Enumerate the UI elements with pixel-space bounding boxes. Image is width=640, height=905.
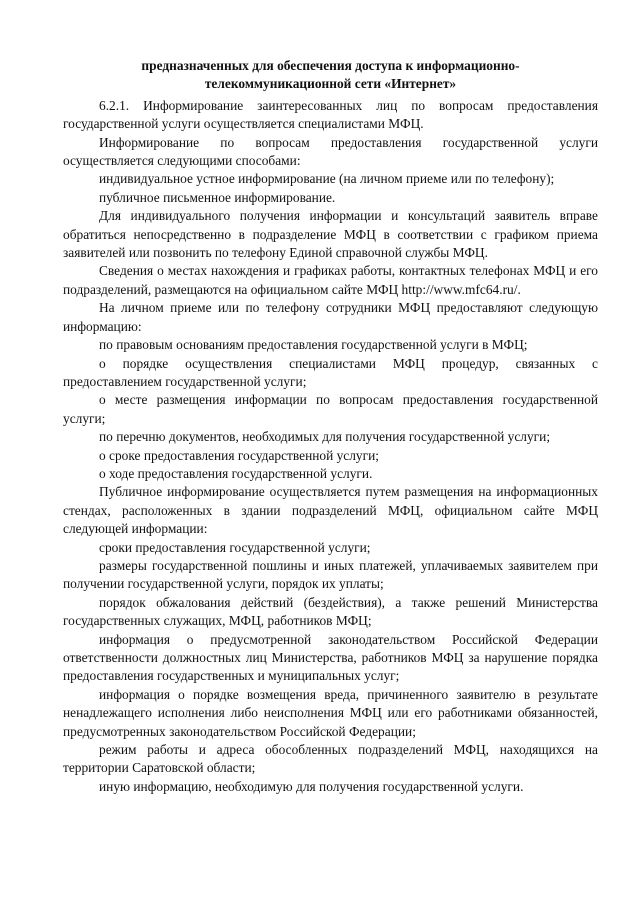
- list-item-written-informing: публичное письменное информирование.: [99, 189, 336, 205]
- paragraph-locations-website: Сведения о местах нахождения и графиках работы, контактных телефонах МФЦ и его подразделений, размещаются на официальном сайте МФЦ http://www.mfc64.ru/.: [63, 263, 598, 297]
- paragraph-methods-intro: Информирование по вопросам предоставления государственной услуги осуществляется следующими способами:: [63, 134, 598, 169]
- list-item-fees: размеры государственной пошлины и иных платежей, уплачиваемых заявителем при получении государственной услуги, порядок их уплаты;: [63, 557, 598, 592]
- list-item-oral-informing: индивидуальное устное информирование (на личном приеме или по телефону);: [99, 171, 555, 187]
- list-item-appeal: порядок обжалования действий (бездействия), а также решений Министерства государственных служащих, МФЦ, работников МФЦ;: [63, 594, 598, 629]
- title-line-1: предназначенных для обеспечения доступа к информационно-: [141, 58, 520, 73]
- paragraph-public-informing-intro: Публичное информирование осуществляется путем размещения на информационных стендах, расположенных в здании подразделений МФЦ, официальном сайте МФЦ следующей информации:: [63, 484, 598, 537]
- list-item-compensation: информация о порядке возмещения вреда, причиненного заявителю в результате ненадлежащего исполнения либо неисполнения МФЦ или его работниками обязанностей, предусмотренных законодательством Российской Федерации;: [63, 686, 598, 739]
- list-item-legal-grounds: по правовым основаниям предоставления государственной услуги в МФЦ;: [99, 337, 528, 353]
- list-item-other-info: иную информацию, необходимую для получения государственной услуги.: [99, 778, 524, 794]
- list-item-documents: по перечню документов, необходимых для получения государственной услуги;: [99, 429, 551, 445]
- paragraph-6-2-1: 6.2.1. Информирование заинтересованных лиц по вопросам предоставления государственной услуги осуществляется специалистами МФЦ.: [63, 97, 598, 132]
- list-item-liability: информация о предусмотренной законодательством Российской Федерации ответственности должностных лиц Министерства, работников МФЦ за нарушение порядка предоставления государственных и муниципальных услуг;: [63, 631, 598, 684]
- list-item-progress: о ходе предоставления государственной услуги.: [99, 465, 373, 481]
- list-item-info-placement: о месте размещения информации по вопросам предоставления государственной услуги;: [63, 392, 598, 426]
- paragraph-personal-reception-intro: На личном приеме или по телефону сотрудники МФЦ предоставляют следующую информацию:: [63, 300, 598, 334]
- list-item-deadline: о сроке предоставления государственной услуги;: [99, 447, 379, 463]
- list-item-branch-schedule: режим работы и адреса обособленных подразделений МФЦ, находящихся на территории Саратовской области;: [63, 742, 598, 776]
- title-line-2: телекоммуникационной сети «Интернет»: [204, 76, 457, 92]
- paragraph-individual-consultation: Для индивидуального получения информации и консультаций заявитель вправе обратиться непосредственно в подразделение МФЦ в соответствии с графиком приема заявителей или позвонить по телефону Единой справочной службы МФЦ.: [63, 208, 598, 261]
- list-item-service-terms: сроки предоставления государственной услуги;: [99, 539, 371, 555]
- body-text: [63, 97, 598, 796]
- section-title: [63, 57, 598, 94]
- list-item-procedures: о порядке осуществления специалистами МФЦ процедур, связанных с предоставлением государственной услуги;: [63, 355, 598, 389]
